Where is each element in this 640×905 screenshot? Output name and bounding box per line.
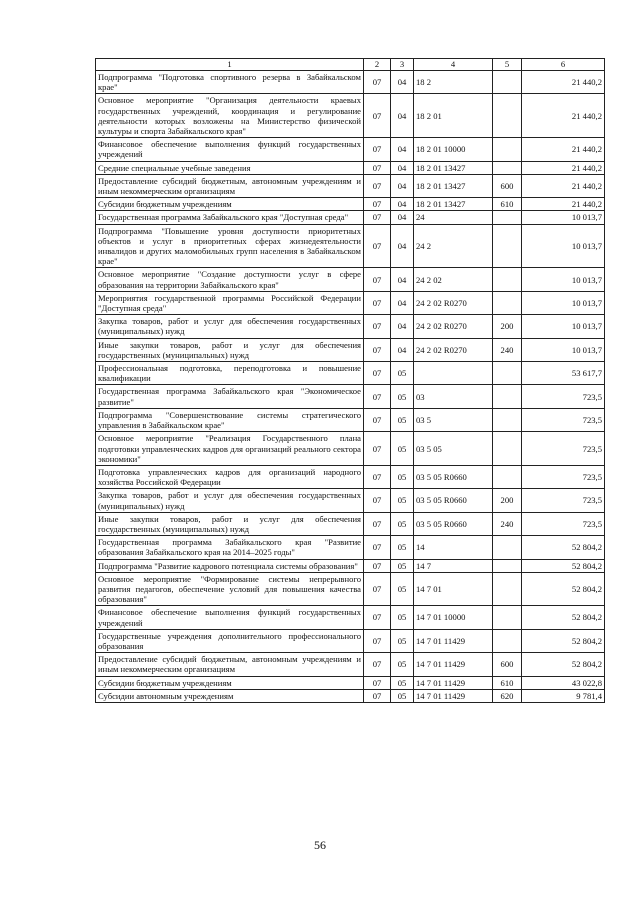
table-row <box>96 408 605 431</box>
expense-type-cell <box>493 408 522 431</box>
expense-type-cell <box>493 572 522 606</box>
row-name-cell: Подпрограмма "Подготовка спортивного резерва в Забайкальском крае" <box>96 71 364 94</box>
row-name-cell: Подпрограмма "Повышение уровня доступности приоритетных объектов и услуг в приоритетных сферах жизнедеятельности инвалидов и других маломобильных групп населения в Забайкальском крае" <box>96 224 364 268</box>
row-name-cell: Закупка товаров, работ и услуг для обеспечения государственных (муниципальных) нужд <box>96 315 364 338</box>
row-name-cell: Субсидии автономным учреждениям <box>96 689 364 702</box>
target-article-cell: 24 <box>414 211 493 224</box>
target-article-cell: 18 2 01 13427 <box>414 174 493 197</box>
target-article-cell: 24 2 <box>414 224 493 268</box>
amount-cell: 52 804,2 <box>522 653 605 676</box>
table-row <box>96 676 605 689</box>
section-cell: 07 <box>364 174 391 197</box>
target-article-cell: 14 7 <box>414 559 493 572</box>
subsection-cell: 05 <box>391 536 414 559</box>
table-row <box>96 606 605 629</box>
expense-type-cell: 610 <box>493 676 522 689</box>
amount-cell: 723,5 <box>522 512 605 535</box>
amount-cell: 52 804,2 <box>522 536 605 559</box>
row-name-cell: Основное мероприятие "Организация деятельности краевых государственных учреждений, координация и регулирование деятельности которых возложены на Министерство физической культуры и спорта Забайкальского края" <box>96 94 364 138</box>
section-cell: 07 <box>364 408 391 431</box>
section-cell: 07 <box>364 198 391 211</box>
subsection-cell: 05 <box>391 653 414 676</box>
subsection-cell: 05 <box>391 559 414 572</box>
row-name-cell: Субсидии бюджетным учреждениям <box>96 676 364 689</box>
table-row <box>96 362 605 385</box>
target-article-cell: 24 2 02 R0270 <box>414 291 493 314</box>
subsection-cell: 05 <box>391 606 414 629</box>
section-cell: 07 <box>364 138 391 161</box>
row-name-cell: Предоставление субсидий бюджетным, автономным учреждениям и иным некоммерческим организациям <box>96 653 364 676</box>
row-name-cell: Основное мероприятие "Реализация Государственного плана подготовки управленческих кадров для организаций реального сектора экономики" <box>96 432 364 466</box>
subsection-cell: 05 <box>391 432 414 466</box>
table-row <box>96 268 605 291</box>
row-name-cell: Финансовое обеспечение выполнения функций государственных учреждений <box>96 138 364 161</box>
subsection-cell: 04 <box>391 138 414 161</box>
header-col-6: 6 <box>522 59 605 71</box>
target-article-cell: 14 7 01 11429 <box>414 689 493 702</box>
row-name-cell: Подпрограмма "Совершенствование системы стратегического управления в Забайкальском крае" <box>96 408 364 431</box>
expense-type-cell: 600 <box>493 653 522 676</box>
expense-type-cell <box>493 291 522 314</box>
amount-cell: 52 804,2 <box>522 559 605 572</box>
amount-cell: 21 440,2 <box>522 161 605 174</box>
expense-type-cell <box>493 432 522 466</box>
row-name-cell: Иные закупки товаров, работ и услуг для обеспечения государственных (муниципальных) нужд <box>96 338 364 361</box>
target-article-cell: 03 <box>414 385 493 408</box>
expense-type-cell <box>493 161 522 174</box>
amount-cell: 21 440,2 <box>522 138 605 161</box>
subsection-cell: 05 <box>391 676 414 689</box>
section-cell: 07 <box>364 572 391 606</box>
target-article-cell: 03 5 <box>414 408 493 431</box>
subsection-cell: 05 <box>391 489 414 512</box>
section-cell: 07 <box>364 224 391 268</box>
section-cell: 07 <box>364 606 391 629</box>
subsection-cell: 05 <box>391 629 414 652</box>
section-cell: 07 <box>364 291 391 314</box>
subsection-cell: 04 <box>391 94 414 138</box>
table-row <box>96 138 605 161</box>
target-article-cell: 24 2 02 <box>414 268 493 291</box>
row-name-cell: Субсидии бюджетным учреждениям <box>96 198 364 211</box>
expense-type-cell <box>493 606 522 629</box>
subsection-cell: 04 <box>391 174 414 197</box>
row-name-cell: Подготовка управленческих кадров для организаций народного хозяйства Российской Федерации <box>96 465 364 488</box>
expense-type-cell <box>493 385 522 408</box>
section-cell: 07 <box>364 512 391 535</box>
header-col-2: 2 <box>364 59 391 71</box>
amount-cell: 10 013,7 <box>522 338 605 361</box>
expense-type-cell <box>493 138 522 161</box>
row-name-cell: Государственная программа Забайкальского края "Экономическое развитие" <box>96 385 364 408</box>
table-row <box>96 94 605 138</box>
amount-cell: 53 617,7 <box>522 362 605 385</box>
section-cell: 07 <box>364 94 391 138</box>
amount-cell: 723,5 <box>522 465 605 488</box>
section-cell: 07 <box>364 465 391 488</box>
amount-cell: 21 440,2 <box>522 94 605 138</box>
row-name-cell: Основное мероприятие "Формирование системы непрерывного развития педагогов, обеспечение условий для повышения качества образования" <box>96 572 364 606</box>
target-article-cell: 03 5 05 R0660 <box>414 489 493 512</box>
subsection-cell: 05 <box>391 465 414 488</box>
subsection-cell: 04 <box>391 161 414 174</box>
table-row <box>96 71 605 94</box>
section-cell: 07 <box>364 559 391 572</box>
row-name-cell: Предоставление субсидий бюджетным, автономным учреждениям и иным некоммерческим организациям <box>96 174 364 197</box>
table-row <box>96 315 605 338</box>
expense-type-cell <box>493 268 522 291</box>
table-row <box>96 465 605 488</box>
expense-type-cell: 240 <box>493 338 522 361</box>
section-cell: 07 <box>364 362 391 385</box>
amount-cell: 43 022,8 <box>522 676 605 689</box>
header-col-3: 3 <box>391 59 414 71</box>
target-article-cell: 18 2 01 13427 <box>414 161 493 174</box>
budget-table <box>95 58 605 703</box>
subsection-cell: 04 <box>391 338 414 361</box>
amount-cell: 21 440,2 <box>522 174 605 197</box>
table-row <box>96 653 605 676</box>
expense-type-cell <box>493 559 522 572</box>
table-row <box>96 432 605 466</box>
subsection-cell: 04 <box>391 198 414 211</box>
section-cell: 07 <box>364 338 391 361</box>
section-cell: 07 <box>364 385 391 408</box>
amount-cell: 52 804,2 <box>522 606 605 629</box>
amount-cell: 10 013,7 <box>522 268 605 291</box>
expense-type-cell <box>493 211 522 224</box>
table-row <box>96 689 605 702</box>
expense-type-cell: 600 <box>493 174 522 197</box>
target-article-cell: 18 2 <box>414 71 493 94</box>
expense-type-cell: 610 <box>493 198 522 211</box>
target-article-cell: 14 7 01 10000 <box>414 606 493 629</box>
table-row <box>96 559 605 572</box>
table-row <box>96 536 605 559</box>
section-cell: 07 <box>364 71 391 94</box>
expense-type-cell <box>493 465 522 488</box>
section-cell: 07 <box>364 536 391 559</box>
section-cell: 07 <box>364 211 391 224</box>
table-row <box>96 198 605 211</box>
table-row <box>96 291 605 314</box>
section-cell: 07 <box>364 161 391 174</box>
table-row <box>96 338 605 361</box>
amount-cell: 21 440,2 <box>522 71 605 94</box>
section-cell: 07 <box>364 315 391 338</box>
header-col-5: 5 <box>493 59 522 71</box>
amount-cell: 723,5 <box>522 489 605 512</box>
expense-type-cell: 200 <box>493 489 522 512</box>
header-row <box>96 59 605 71</box>
amount-cell: 10 013,7 <box>522 211 605 224</box>
expense-type-cell: 620 <box>493 689 522 702</box>
subsection-cell: 05 <box>391 689 414 702</box>
amount-cell: 723,5 <box>522 385 605 408</box>
row-name-cell: Средние специальные учебные заведения <box>96 161 364 174</box>
expense-type-cell <box>493 629 522 652</box>
section-cell: 07 <box>364 689 391 702</box>
subsection-cell: 04 <box>391 315 414 338</box>
expense-type-cell <box>493 224 522 268</box>
section-cell: 07 <box>364 432 391 466</box>
subsection-cell: 05 <box>391 572 414 606</box>
expense-type-cell <box>493 94 522 138</box>
amount-cell: 723,5 <box>522 408 605 431</box>
table-row <box>96 629 605 652</box>
subsection-cell: 04 <box>391 224 414 268</box>
section-cell: 07 <box>364 489 391 512</box>
row-name-cell: Иные закупки товаров, работ и услуг для обеспечения государственных (муниципальных) нужд <box>96 512 364 535</box>
expense-type-cell <box>493 362 522 385</box>
subsection-cell: 05 <box>391 362 414 385</box>
table-row <box>96 572 605 606</box>
target-article-cell: 24 2 02 R0270 <box>414 338 493 361</box>
table-row <box>96 211 605 224</box>
subsection-cell: 04 <box>391 71 414 94</box>
amount-cell: 10 013,7 <box>522 291 605 314</box>
amount-cell: 52 804,2 <box>522 572 605 606</box>
target-article-cell: 03 5 05 <box>414 432 493 466</box>
row-name-cell: Государственная программа Забайкальского края "Развитие образования Забайкальского края на 2014–2025 годы" <box>96 536 364 559</box>
target-article-cell: 14 7 01 11429 <box>414 629 493 652</box>
amount-cell: 52 804,2 <box>522 629 605 652</box>
target-article-cell: 18 2 01 10000 <box>414 138 493 161</box>
amount-cell: 21 440,2 <box>522 198 605 211</box>
amount-cell: 10 013,7 <box>522 315 605 338</box>
row-name-cell: Профессиональная подготовка, переподготовка и повышение квалификации <box>96 362 364 385</box>
amount-cell: 723,5 <box>522 432 605 466</box>
expense-type-cell <box>493 536 522 559</box>
row-name-cell: Основное мероприятие "Создание доступности услуг в сфере образования на территории Забайкальского края" <box>96 268 364 291</box>
table-row <box>96 161 605 174</box>
row-name-cell: Подпрограмма "Развитие кадрового потенциала системы образования" <box>96 559 364 572</box>
subsection-cell: 05 <box>391 385 414 408</box>
table-header <box>96 59 605 71</box>
target-article-cell: 03 5 05 R0660 <box>414 465 493 488</box>
row-name-cell: Мероприятия государственной программы Российской Федерации "Доступная среда" <box>96 291 364 314</box>
header-col-4: 4 <box>414 59 493 71</box>
subsection-cell: 04 <box>391 291 414 314</box>
row-name-cell: Государственные учреждения дополнительного профессионального образования <box>96 629 364 652</box>
table-body <box>96 71 605 703</box>
subsection-cell: 05 <box>391 408 414 431</box>
row-name-cell: Государственная программа Забайкальского края "Доступная среда" <box>96 211 364 224</box>
amount-cell: 9 781,4 <box>522 689 605 702</box>
target-article-cell <box>414 362 493 385</box>
target-article-cell: 03 5 05 R0660 <box>414 512 493 535</box>
subsection-cell: 04 <box>391 211 414 224</box>
subsection-cell: 04 <box>391 268 414 291</box>
table-row <box>96 224 605 268</box>
expense-type-cell <box>493 71 522 94</box>
row-name-cell: Закупка товаров, работ и услуг для обеспечения государственных (муниципальных) нужд <box>96 489 364 512</box>
table-row <box>96 385 605 408</box>
section-cell: 07 <box>364 268 391 291</box>
subsection-cell: 05 <box>391 512 414 535</box>
target-article-cell: 18 2 01 <box>414 94 493 138</box>
target-article-cell: 14 7 01 11429 <box>414 676 493 689</box>
section-cell: 07 <box>364 653 391 676</box>
row-name-cell: Финансовое обеспечение выполнения функций государственных учреждений <box>96 606 364 629</box>
target-article-cell: 14 7 01 <box>414 572 493 606</box>
target-article-cell: 24 2 02 R0270 <box>414 315 493 338</box>
target-article-cell: 18 2 01 13427 <box>414 198 493 211</box>
header-col-1: 1 <box>96 59 364 71</box>
target-article-cell: 14 7 01 11429 <box>414 653 493 676</box>
expense-type-cell: 240 <box>493 512 522 535</box>
section-cell: 07 <box>364 629 391 652</box>
table-row <box>96 512 605 535</box>
section-cell: 07 <box>364 676 391 689</box>
table-row <box>96 174 605 197</box>
page-number: 56 <box>314 838 326 852</box>
amount-cell: 10 013,7 <box>522 224 605 268</box>
expense-type-cell: 200 <box>493 315 522 338</box>
table-row <box>96 489 605 512</box>
target-article-cell: 14 <box>414 536 493 559</box>
